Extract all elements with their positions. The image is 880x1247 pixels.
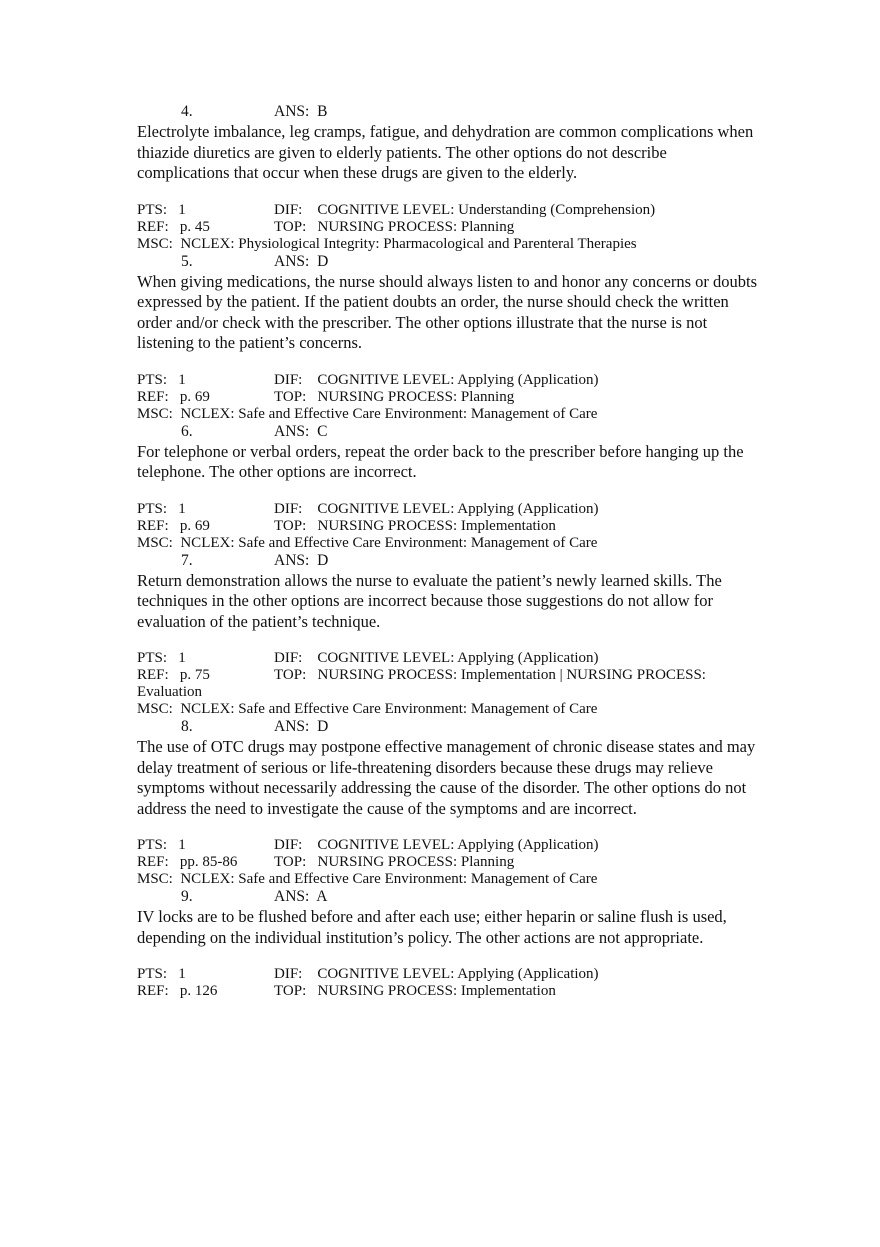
rationale-text: Electrolyte imbalance, leg cramps, fatigue, and dehydration are common complications when thiazide diuretics are given to elderly patients. The other options do not describe complications that occur when these drugs are given to the elderly. [137, 122, 754, 182]
topic: TOP: NURSING PROCESS: Planning [274, 854, 515, 870]
difficulty: DIF: COGNITIVE LEVEL: Understanding (Comprehension) [274, 201, 656, 218]
answer-line [137, 103, 757, 121]
rationale-text: IV locks are to be flushed before and after each use; either heparin or saline flush is used, depending on the individual institution’s policy. The other actions are not appropriate. [137, 907, 727, 947]
page-reference: REF: p. 75 [137, 667, 210, 683]
question-block [137, 253, 757, 423]
difficulty: DIF: COGNITIVE LEVEL: Applying (Application) [274, 500, 599, 517]
question-block [137, 718, 757, 888]
question-block [137, 552, 757, 719]
question-number: 4. [181, 103, 193, 120]
question-number: 6. [181, 422, 193, 440]
answer-key-value: ANS: D [274, 551, 329, 569]
points: PTS: 1 [137, 500, 186, 517]
question-block [137, 423, 757, 552]
topic: TOP: NURSING PROCESS: Planning [274, 218, 515, 235]
question-number: 7. [181, 551, 193, 569]
points: PTS: 1 [137, 650, 186, 666]
question-number: 8. [181, 718, 193, 735]
answer-key [137, 103, 757, 1000]
difficulty: DIF: COGNITIVE LEVEL: Applying (Application) [274, 837, 599, 853]
question-metadata [137, 837, 757, 888]
topic-continuation: Evaluation [137, 684, 202, 700]
question-metadata [137, 501, 757, 552]
answer-line [137, 718, 757, 736]
question-metadata [137, 966, 757, 1000]
topic: TOP: NURSING PROCESS: Implementation | NURSING PROCESS: [274, 667, 706, 683]
topic: TOP: NURSING PROCESS: Implementation [274, 983, 556, 999]
difficulty: DIF: COGNITIVE LEVEL: Applying (Application) [274, 371, 599, 388]
topic: TOP: NURSING PROCESS: Implementation [274, 517, 556, 534]
msc-category: MSC: NCLEX: Safe and Effective Care Environment: Management of Care [137, 701, 598, 717]
page-reference: REF: p. 69 [137, 517, 210, 534]
answer-line [137, 423, 757, 441]
rationale-text: For telephone or verbal orders, repeat the order back to the prescriber before hanging up the telephone. The other options are incorrect. [137, 441, 744, 481]
difficulty: DIF: COGNITIVE LEVEL: Applying (Application) [274, 966, 599, 982]
question-number: 9. [181, 888, 193, 905]
answer-key-value: ANS: D [274, 252, 329, 270]
points: PTS: 1 [137, 966, 186, 982]
msc-category: MSC: NCLEX: Physiological Integrity: Pharmacological and Parenteral Therapies [137, 235, 637, 252]
answer-line [137, 253, 757, 271]
question-metadata [137, 650, 757, 718]
page-reference: REF: pp. 85-86 [137, 854, 238, 870]
difficulty: DIF: COGNITIVE LEVEL: Applying (Application) [274, 650, 599, 666]
rationale-text: The use of OTC drugs may postpone effective management of chronic disease states and may delay treatment of serious or life-threatening disorders because these drugs may relieve symptoms without necessarily addressing the cause of the disorder. The other options do not address the need to investigate the cause of the symptoms and are incorrect. [137, 737, 756, 818]
answer-line [137, 552, 757, 570]
points: PTS: 1 [137, 201, 186, 218]
question-block [137, 103, 757, 253]
msc-category: MSC: NCLEX: Safe and Effective Care Environment: Management of Care [137, 405, 598, 422]
question-metadata [137, 372, 757, 423]
answer-key-value: ANS: C [274, 422, 328, 440]
answer-key-value: ANS: B [274, 103, 328, 120]
rationale-text: Return demonstration allows the nurse to evaluate the patient’s newly learned skills. The techniques in the other options are incorrect because those suggestions do not allow for evaluation of the patient’s technique. [137, 570, 722, 631]
page-reference: REF: p. 69 [137, 388, 210, 405]
topic: TOP: NURSING PROCESS: Planning [274, 388, 515, 405]
msc-category: MSC: NCLEX: Safe and Effective Care Environment: Management of Care [137, 534, 598, 551]
question-number: 5. [181, 252, 193, 270]
msc-category: MSC: NCLEX: Safe and Effective Care Environment: Management of Care [137, 871, 598, 887]
answer-key-value: ANS: D [274, 718, 329, 735]
question-block [137, 888, 757, 1000]
rationale-text: When giving medications, the nurse should always listen to and honor any concerns or doubts expressed by the patient. If the patient doubts an order, the nurse should check the written order and/or check with the prescriber. The other options illustrate that the nurse is not listening to the patient’s concerns. [137, 271, 757, 352]
question-metadata [137, 202, 757, 253]
points: PTS: 1 [137, 371, 186, 388]
points: PTS: 1 [137, 837, 186, 853]
answer-key-value: ANS: A [274, 888, 328, 905]
page-reference: REF: p. 45 [137, 218, 210, 235]
page-reference: REF: p. 126 [137, 983, 218, 999]
answer-line [137, 888, 757, 906]
